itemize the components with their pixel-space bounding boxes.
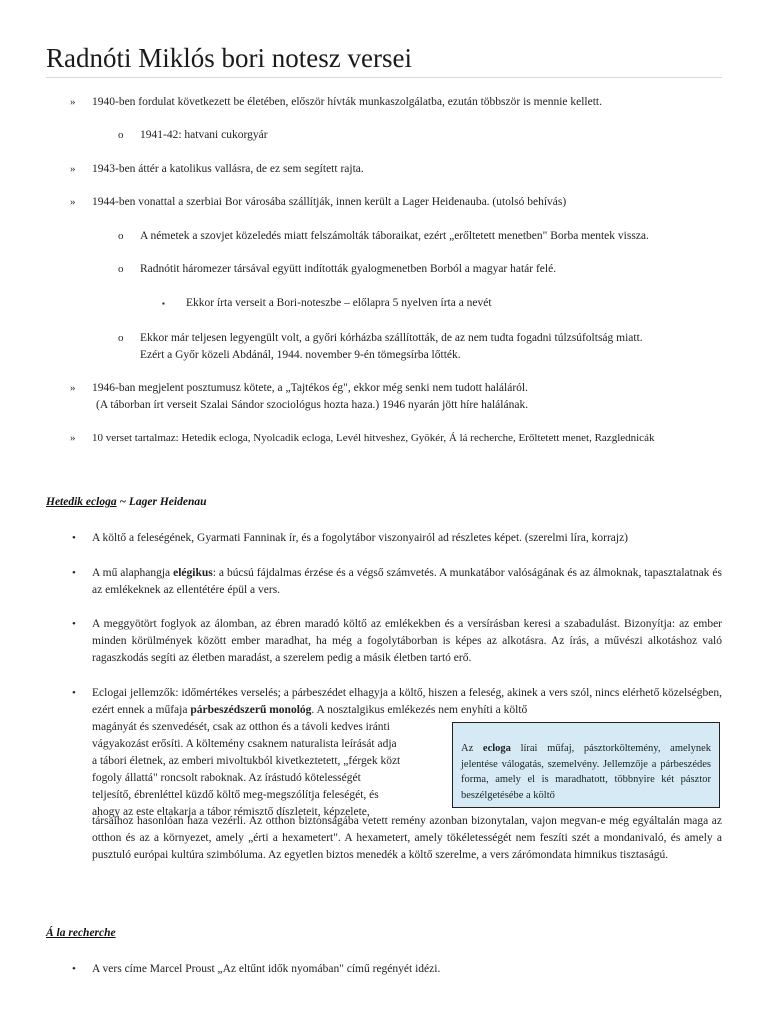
- bullet-dot: •: [72, 532, 76, 544]
- paragraph-proust: A vers címe Marcel Proust „Az eltűnt idők nyomában" című regényét idézi.: [92, 963, 441, 975]
- paragraph-eclogai-top: [92, 685, 722, 719]
- paragraph-eclogai-bottom: társaihoz hasonlóan haza vezérli. Az otthon biztonságába vetett remény azonban bizonytalan, vajon megvan-e még egyáltalán maga az otthon és az a környezet, amely „érti a hexametert". A hexametert, amely tökéletességét nem feszíti szét a mondanivaló, és amely a pusztuló európai kultúra szimbóluma. Az egyetlen biztos menedék a költő szerelme, a vers zárómondata himnikus tisztaságú.: [92, 815, 722, 861]
- paragraph-eclogai-wrap4: fogoly állattá" roncsolt raboknak. Az írástudó kötelességét: [92, 772, 361, 784]
- section-heading-a-la-recherche: [46, 927, 116, 939]
- sublist-bullet: o: [118, 332, 124, 344]
- list-bullet: »: [70, 163, 76, 175]
- paragraph-eclogai-wrap5: teljesítő, ébrenléttel küzdő költő meg-megszólítja feleségét, és: [92, 789, 379, 801]
- list-item-1943: 1943-ben áttér a katolikus vallásra, de ez sem segített rajta.: [92, 163, 364, 175]
- list-item-1946-line2: (A táborban írt verseit Szalai Sándor szociológus hozta haza.) 1946 nyarán jött híre halálának.: [96, 399, 529, 411]
- paragraph-eclogai-wrap3: a tábori életnek, az emberi mivoltukból kivetkeztetett, „férgek közt: [92, 755, 401, 767]
- p4-pre: Eclogai jellemzők: időmértékes verselés; a párbeszédet elhagyja a költő, hiszen a feleség, akinek a vers szól, nincs elérhető közelségben, ezért ennek a műfaja: [92, 687, 722, 716]
- box-pre: Az: [461, 743, 483, 754]
- list-item-10-vers: 10 verset tartalmaz: Hetedik ecloga, Nyolcadik ecloga, Levél hitveshez, Gyökér, Á lá recherche, Erőltetett menet, Razglednicák: [92, 432, 655, 444]
- bullet-dot: •: [72, 618, 76, 630]
- p2-post: : a búcsú fájdalmas érzése és a végső számvetés. A munkatábor valóságának és az álmoknak, tapasztalatnak és az emlékeknek az ellentétére épül a vers.: [92, 567, 722, 596]
- sublist-item-radnoti: Radnótit háromezer társával együtt indították gyalogmenetben Borból a magyar határ felé.: [140, 263, 557, 275]
- ecloga-definition-box: [452, 722, 720, 808]
- bullet-dot: •: [72, 567, 76, 579]
- p4-post: . A nosztalgikus emlékezés nem enyhíti a költő: [311, 704, 528, 716]
- sublist-bullet: o: [118, 263, 124, 275]
- list-bullet: »: [70, 96, 76, 108]
- list-bullet: »: [70, 196, 76, 208]
- p2-bold: elégikus: [173, 567, 213, 579]
- heading-underlined: Á la recherche: [46, 927, 116, 939]
- subsublist-item-notesz: Ekkor írta verseit a Bori-noteszbe – előlapra 5 nyelven írta a nevét: [186, 297, 492, 309]
- subsublist-bullet: ▪: [162, 299, 165, 308]
- p2-pre: A mű alaphangja: [92, 567, 174, 579]
- sublist-item-nemetek: A németek a szovjet közeledés miatt felszámolták táboraikat, ezért „erőltetett menetben" Borba mentek vissza.: [140, 230, 649, 242]
- bullet-dot: •: [72, 963, 76, 975]
- list-bullet: »: [70, 382, 76, 394]
- paragraph-foglyok: A meggyötört foglyok az álomban, az ébren maradó költő az emlékekben és a versírásban keresi a szabadulást. Bizonyítja: az ember minden körülmények között ember maradhat, ha még a fogolytáborban is képes az alkotásra. Az írás, a művészi alkotáshoz való ragaszkodás segíti az életben maradást, a szerelem pedig a másik életben tartó erő.: [92, 618, 722, 664]
- paragraph-eclogai-wrap2: vágyakozást erősíti. A költemény csaknem naturalista leírását adja: [92, 738, 397, 750]
- paragraph-eclogai-wrap6: ahogy az este eltakarja a tábor rémisztő díszleteit, képzelete,: [92, 806, 370, 818]
- sublist-bullet: o: [118, 230, 124, 242]
- sublist-bullet: o: [118, 129, 124, 141]
- paragraph-alaphang: [92, 565, 722, 599]
- list-item-1940: 1940-ben fordulat következett be életében, először hívták munkaszolgálatba, ezután többször is mennie kellett.: [92, 96, 602, 108]
- page-title: Radnóti Miklós bori notesz versei: [46, 40, 722, 78]
- heading-underlined: Hetedik ecloga: [46, 496, 117, 508]
- ecloga-definition-text: [461, 741, 711, 803]
- p4-bold: párbeszédszerű monológ: [190, 704, 312, 716]
- sublist-item-gyor-line2: Ezért a Győr közeli Abdánál, 1944. november 9-én tömegsírba lőtték.: [140, 349, 461, 361]
- list-bullet: »: [70, 432, 76, 444]
- box-post: lírai műfaj, pásztorköltemény, amelynek jelentése válogatás, szemelvény. Jellemzője a párbeszédes forma, amely el is maradhatott, többnyire két pásztor beszélgetésébe a költő: [461, 743, 711, 801]
- box-bold: ecloga: [482, 743, 511, 754]
- list-item-1944: 1944-ben vonattal a szerbiai Bor városába szállítják, innen került a Lager Heidenauba. (utolsó behívás): [92, 196, 567, 208]
- sublist-item-gyor-line1: Ekkor már teljesen legyengült volt, a győri kórházba szállították, de az nem tudta fogadni túlzsúfoltság miatt.: [140, 332, 643, 344]
- paragraph-eclogai-wrap1: magányát és szenvedését, csak az otthon és a távoli kedves iránti: [92, 721, 390, 733]
- list-item-1946-line1: 1946-ban megjelent posztumusz kötete, a „Tajtékos ég", ekkor még senki nem tudott haláláról.: [92, 382, 528, 394]
- heading-rest: ~ Lager Heidenau: [116, 496, 207, 508]
- sublist-item-hatvan: 1941-42: hatvani cukorgyár: [140, 129, 268, 141]
- paragraph-kolto: A költő a feleségének, Gyarmati Fanninak ír, és a fogolytábor viszonyairól ad részletes képet. (szerelmi líra, korrajz): [92, 532, 629, 544]
- section-heading-hetedik-ecloga: [46, 496, 207, 508]
- bullet-dot: •: [72, 687, 76, 699]
